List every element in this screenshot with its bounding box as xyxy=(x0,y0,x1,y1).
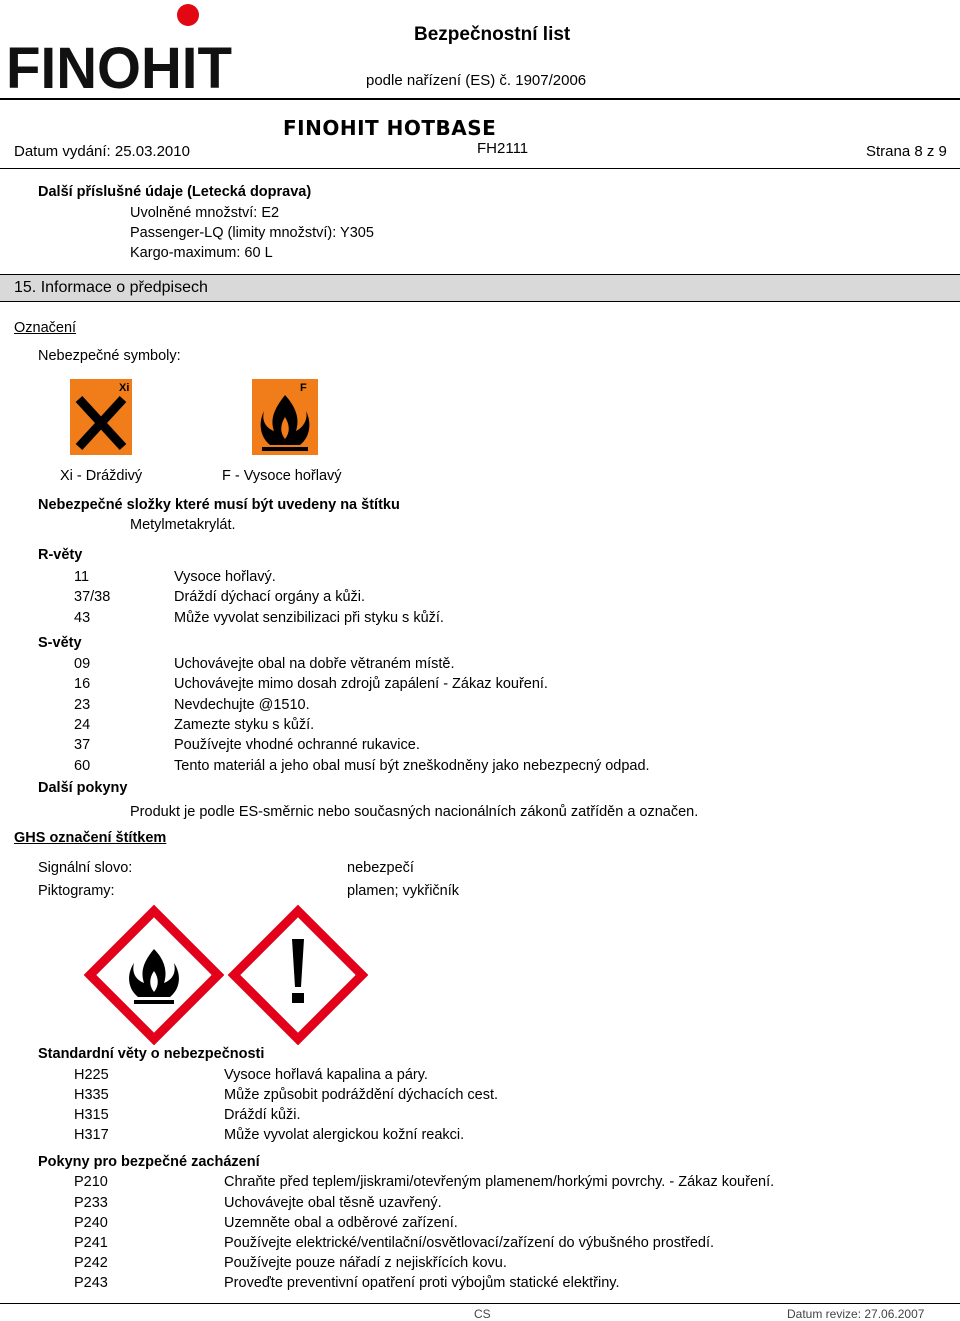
footer-rule xyxy=(0,1303,960,1304)
r-phrases-heading: R-věty xyxy=(38,547,83,563)
hazard-text: Dráždí kůži. xyxy=(224,1107,301,1123)
finohit-logo xyxy=(6,0,236,92)
signal-word-value: nebezpečí xyxy=(347,860,414,876)
section-15-bar xyxy=(0,274,960,302)
symbols-label: Nebezpečné symboly: xyxy=(38,348,181,364)
footer-language: CS xyxy=(474,1307,491,1321)
product-name: FINOHIT HOTBASE xyxy=(283,116,497,140)
precaution-statements-heading: Pokyny pro bezpečné zacházení xyxy=(38,1154,260,1170)
hazard-code: H335 xyxy=(74,1087,109,1103)
s-phrase-text: Nevdechujte @1510. xyxy=(174,697,310,713)
page-number: Strana 8 z 9 xyxy=(866,143,947,160)
document-title: Bezpečnostní list xyxy=(414,24,571,45)
flame-icon xyxy=(252,379,318,455)
svg-text:FINOHIT: FINOHIT xyxy=(6,36,232,92)
hazard-statements-heading: Standardní věty o nebezpečnosti xyxy=(38,1046,265,1062)
hazard-code: H315 xyxy=(74,1107,109,1123)
footer-revision-date: Datum revize: 27.06.2007 xyxy=(787,1307,925,1321)
precaution-text: Uchovávejte obal těsně uzavřený. xyxy=(224,1195,442,1211)
further-instructions-text: Produkt je podle ES-směrnic nebo současných nacionálních zákonů zatříděn a označen. xyxy=(130,804,699,820)
s-phrase-code: 24 xyxy=(74,717,91,733)
s-phrase-text: Uchovávejte obal na dobře větraném místě. xyxy=(174,656,455,672)
transport-heading: Další příslušné údaje (Letecká doprava) xyxy=(38,184,312,200)
transport-line: Kargo-maximum: 60 L xyxy=(130,245,273,261)
product-code: FH2111 xyxy=(477,140,529,157)
hazard-code: H317 xyxy=(74,1127,109,1143)
header-bottom-rule xyxy=(0,168,960,169)
s-phrase-text: Používejte vhodné ochranné rukavice. xyxy=(174,737,420,753)
s-phrase-text: Zamezte styku s kůží. xyxy=(174,717,315,733)
r-phrase-code: 37/38 xyxy=(74,589,111,605)
s-phrases-heading: S-věty xyxy=(38,635,82,651)
hazard-text: Vysoce hořlavá kapalina a páry. xyxy=(224,1067,428,1083)
transport-line: Uvolněné množství: E2 xyxy=(130,205,280,221)
signal-word-label: Signální slovo: xyxy=(38,860,133,876)
precaution-code: P243 xyxy=(74,1275,108,1291)
s-phrase-text: Tento materiál a jeho obal musí být zneškodněny jako nebezpecný odpad. xyxy=(174,758,650,774)
hazard-text: Může způsobit podráždění dýchacích cest. xyxy=(224,1087,499,1103)
precaution-code: P241 xyxy=(74,1235,108,1251)
precaution-text: Používejte pouze nářadí z nejiskřících kovu. xyxy=(224,1255,507,1271)
svg-text:F: F xyxy=(300,382,307,394)
further-instructions-heading: Další pokyny xyxy=(38,780,128,796)
precaution-code: P242 xyxy=(74,1255,108,1271)
precaution-text: Uzemněte obal a odběrové zařízení. xyxy=(224,1215,458,1231)
r-phrase-code: 11 xyxy=(74,569,90,585)
s-phrase-code: 60 xyxy=(74,758,91,774)
precaution-code: P210 xyxy=(74,1174,108,1190)
hazard-text: Může vyvolat alergickou kožní reakci. xyxy=(224,1127,465,1143)
ghs-exclamation-pictogram-icon xyxy=(228,905,368,1045)
precaution-code: P233 xyxy=(74,1195,108,1211)
symbol-caption-xi: Xi - Dráždivý xyxy=(60,468,143,484)
s-phrase-code: 09 xyxy=(74,656,91,672)
labeling-heading: Označení xyxy=(14,320,77,336)
precaution-code: P240 xyxy=(74,1215,108,1231)
components-heading: Nebezpečné složky které musí být uvedeny na štítku xyxy=(38,497,400,513)
svg-text:Xi: Xi xyxy=(119,382,130,394)
precaution-text: Proveďte preventivní opatření proti výbojům statické elektřiny. xyxy=(224,1275,620,1291)
header-rule xyxy=(0,98,960,100)
s-phrase-code: 37 xyxy=(74,737,91,753)
pictograms-value: plamen; vykřičník xyxy=(347,883,460,899)
precaution-text: Používejte elektrické/ventilační/osvětlovací/zařízení do výbušného prostředí. xyxy=(224,1235,715,1251)
symbol-caption-f: F - Vysoce hořlavý xyxy=(222,468,342,484)
components-value: Metylmetakrylát. xyxy=(130,517,236,533)
hazard-code: H225 xyxy=(74,1067,109,1083)
s-phrase-code: 23 xyxy=(74,697,91,713)
transport-line: Passenger-LQ (limity množství): Y305 xyxy=(130,225,374,241)
ghs-heading: GHS označení štítkem xyxy=(14,830,167,846)
r-phrase-text: Vysoce hořlavý. xyxy=(174,569,276,585)
irritant-cross-icon xyxy=(70,379,132,455)
issue-date: Datum vydání: 25.03.2010 xyxy=(14,143,190,160)
r-phrase-text: Dráždí dýchací orgány a kůži. xyxy=(174,589,366,605)
regulation-reference: podle nařízení (ES) č. 1907/2006 xyxy=(366,72,587,89)
precaution-text: Chraňte před teplem/jiskrami/otevřeným plamenem/horkými povrchy. - Zákaz kouření. xyxy=(224,1174,775,1190)
ghs-flame-pictogram-icon xyxy=(84,905,224,1045)
r-phrase-code: 43 xyxy=(74,610,91,626)
section-15-title: 15. Informace o předpisech xyxy=(14,279,208,296)
s-phrase-text: Uchovávejte mimo dosah zdrojů zapálení - Zákaz kouření. xyxy=(174,676,548,692)
pictograms-label: Piktogramy: xyxy=(38,883,115,899)
r-phrase-text: Může vyvolat senzibilizaci při styku s kůží. xyxy=(174,610,444,626)
s-phrase-code: 16 xyxy=(74,676,91,692)
